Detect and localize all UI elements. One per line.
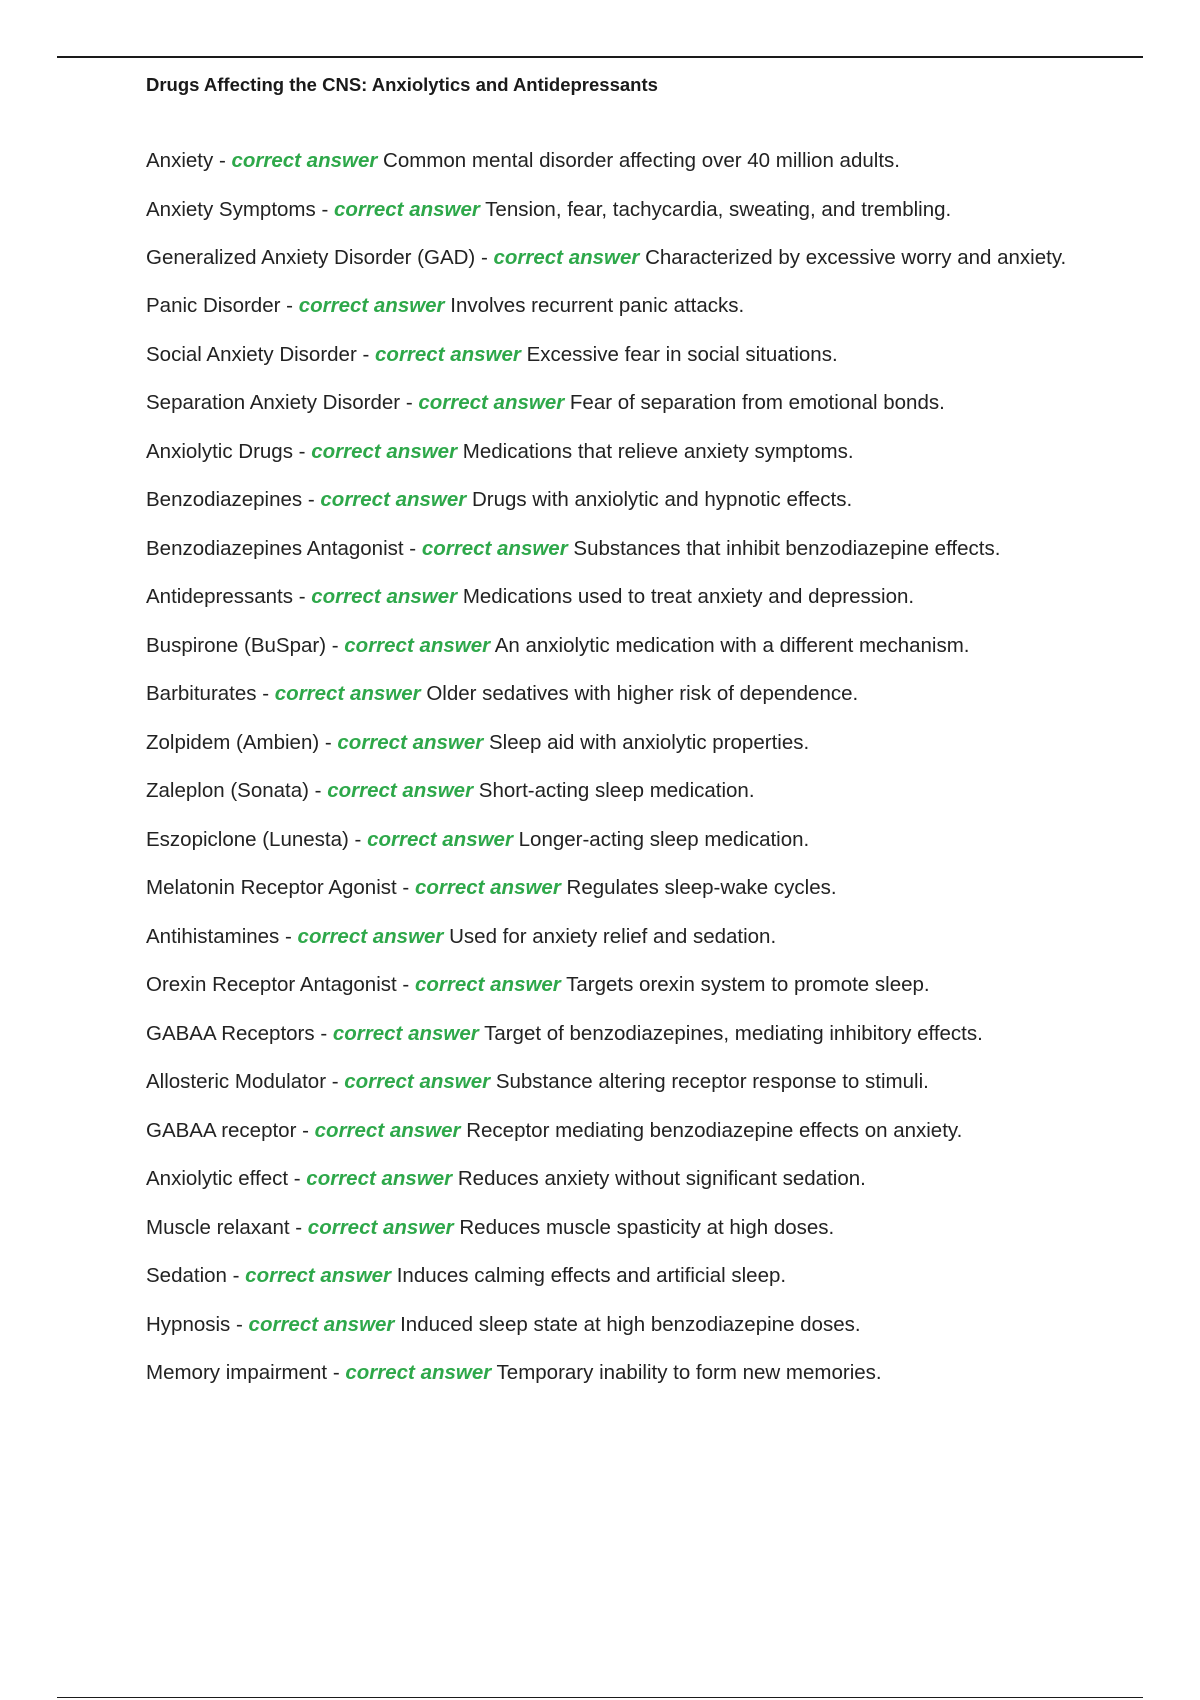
term: Benzodiazepines Antagonist	[146, 536, 404, 560]
definition: Sleep aid with anxiolytic properties.	[488, 730, 810, 754]
term: Antidepressants	[146, 585, 294, 608]
separator: -	[409, 536, 417, 560]
separator: -	[236, 1312, 243, 1336]
term: Orexin Receptor Antagonist	[146, 973, 397, 996]
separator: -	[293, 1167, 301, 1190]
correct-answer-marker: correct answer	[311, 585, 458, 608]
correct-answer-marker: correct answer	[344, 1070, 491, 1093]
term: Anxiety Symptoms	[146, 197, 316, 221]
separator: -	[298, 585, 306, 608]
definition: Target of benzodiazepines, mediating inhibitory effects.	[484, 1021, 983, 1045]
correct-answer-marker: correct answer	[414, 973, 561, 996]
list-item	[146, 387, 1086, 419]
term: Muscle relaxant	[146, 1215, 290, 1239]
separator: -	[307, 488, 315, 511]
correct-answer-marker: correct answer	[333, 197, 480, 221]
correct-answer-marker: correct answer	[306, 1167, 453, 1190]
separator: -	[302, 1118, 309, 1142]
correct-answer-marker: correct answer	[345, 1361, 492, 1384]
term: Zolpidem (Ambien)	[146, 730, 320, 754]
definition: Involves recurrent panic attacks.	[450, 294, 745, 317]
correct-answer-marker: correct answer	[344, 633, 491, 657]
separator: -	[480, 246, 488, 269]
list-item	[146, 145, 1086, 177]
definition: Reduces anxiety without significant sedation.	[457, 1167, 866, 1190]
separator: -	[320, 1021, 328, 1045]
separator: -	[362, 342, 370, 366]
separator: -	[295, 1215, 303, 1239]
separator: -	[285, 924, 292, 948]
list-item	[146, 339, 1086, 371]
definition: Receptor mediating benzodiazepine effects on anxiety.	[466, 1118, 963, 1142]
list-item	[146, 581, 1086, 613]
definition: Characterized by excessive worry and anxiety.	[645, 246, 1067, 269]
correct-answer-marker: correct answer	[314, 1118, 461, 1142]
list-item	[146, 1357, 1086, 1389]
list-item	[146, 1163, 1086, 1195]
separator: -	[218, 149, 226, 172]
definition: Substance altering receptor response to stimuli.	[495, 1070, 929, 1093]
separator: -	[354, 827, 362, 851]
correct-answer-marker: correct answer	[320, 488, 467, 511]
term: Buspirone (BuSpar)	[146, 633, 327, 657]
correct-answer-marker: correct answer	[332, 1021, 479, 1045]
correct-answer-marker: correct answer	[421, 536, 568, 560]
separator: -	[332, 1361, 340, 1384]
definition: Medications that relieve anxiety symptoms.	[462, 439, 854, 463]
list-item	[146, 1066, 1086, 1098]
page-title: Drugs Affecting the CNS: Anxiolytics and Antidepressants	[146, 74, 658, 95]
term: Memory impairment	[146, 1361, 328, 1384]
separator: -	[405, 391, 413, 414]
correct-answer-marker: correct answer	[337, 730, 484, 754]
correct-answer-marker: correct answer	[311, 439, 458, 463]
separator: -	[402, 973, 410, 996]
term: Eszopiclone (Lunesta)	[146, 827, 349, 851]
definition: An anxiolytic medication with a different mechanism.	[494, 633, 970, 657]
list-item	[146, 775, 1086, 807]
term: Hypnosis	[146, 1312, 231, 1336]
definition: Temporary inability to form new memories.	[496, 1361, 882, 1384]
separator: -	[286, 294, 293, 317]
term: Zaleplon (Sonata)	[146, 779, 309, 802]
correct-answer-marker: correct answer	[245, 1264, 392, 1287]
list-item	[146, 1115, 1086, 1147]
list-item	[146, 484, 1086, 516]
term: Anxiolytic Drugs	[146, 439, 293, 463]
list-item	[146, 824, 1086, 856]
correct-answer-marker: correct answer	[414, 876, 561, 899]
term: Generalized Anxiety Disorder (GAD)	[146, 246, 476, 269]
separator: -	[324, 730, 332, 754]
correct-answer-marker: correct answer	[418, 391, 565, 414]
correct-answer-marker: correct answer	[297, 924, 444, 948]
bottom-rule	[57, 1697, 1143, 1698]
definition: Regulates sleep-wake cycles.	[566, 876, 837, 899]
correct-answer-marker: correct answer	[375, 342, 521, 366]
separator: -	[331, 633, 339, 657]
term: Melatonin Receptor Agonist	[146, 876, 397, 899]
definition: Medications used to treat anxiety and depression.	[462, 585, 915, 608]
list-item	[146, 242, 1086, 274]
list-item	[146, 1260, 1086, 1292]
correct-answer-marker: correct answer	[307, 1215, 454, 1239]
term: Separation Anxiety Disorder	[146, 391, 401, 414]
correct-answer-marker: correct answer	[327, 779, 474, 802]
definition: Targets orexin system to promote sleep.	[566, 973, 930, 996]
list-item	[146, 1018, 1086, 1050]
definition: Longer-acting sleep medication.	[518, 827, 810, 851]
list-item	[146, 630, 1086, 662]
separator: -	[321, 197, 329, 221]
top-rule	[57, 56, 1143, 58]
definition: Induces calming effects and artificial sleep.	[396, 1264, 787, 1287]
definition: Excessive fear in social situations.	[526, 342, 838, 366]
term: Social Anxiety Disorder	[146, 342, 357, 366]
list-item	[146, 436, 1086, 468]
separator: -	[314, 779, 322, 802]
list-item	[146, 1309, 1086, 1341]
list-item	[146, 678, 1086, 710]
definition: Substances that inhibit benzodiazepine effects.	[573, 536, 1001, 560]
separator: -	[232, 1264, 240, 1287]
list-item	[146, 533, 1086, 565]
term: Anxiolytic effect	[146, 1167, 289, 1190]
term: Antihistamines	[146, 924, 280, 948]
correct-answer-marker: correct answer	[367, 827, 513, 851]
term: Panic Disorder	[146, 294, 281, 317]
list-item	[146, 921, 1086, 953]
definition: Used for anxiety relief and sedation.	[449, 924, 777, 948]
term: Benzodiazepines	[146, 488, 303, 511]
list-item	[146, 290, 1086, 322]
term: GABAA receptor	[146, 1118, 297, 1142]
separator: -	[402, 876, 410, 899]
definition: Short-acting sleep medication.	[478, 779, 755, 802]
correct-answer-marker: correct answer	[231, 149, 378, 172]
list-item	[146, 969, 1086, 1001]
definition: Reduces muscle spasticity at high doses.	[459, 1215, 835, 1239]
separator: -	[262, 682, 270, 705]
list-item	[146, 1212, 1086, 1244]
definition: Drugs with anxiolytic and hypnotic effects.	[471, 488, 853, 511]
correct-answer-marker: correct answer	[248, 1312, 395, 1336]
correct-answer-marker: correct answer	[274, 682, 421, 705]
correct-answer-marker: correct answer	[298, 294, 445, 317]
separator: -	[331, 1070, 339, 1093]
list-item	[146, 194, 1086, 226]
definition: Common mental disorder affecting over 40 million adults.	[383, 149, 900, 172]
list-item	[146, 872, 1086, 904]
correct-answer-marker: correct answer	[493, 246, 640, 269]
term: GABAA Receptors	[146, 1021, 315, 1045]
definition: Induced sleep state at high benzodiazepine doses.	[400, 1312, 861, 1336]
definition: Fear of separation from emotional bonds.	[569, 391, 945, 414]
list-item	[146, 727, 1086, 759]
term: Sedation	[146, 1264, 227, 1287]
definition: Older sedatives with higher risk of dependence.	[426, 682, 859, 705]
term: Barbiturates	[146, 682, 257, 705]
term: Allosteric Modulator	[146, 1070, 327, 1093]
term: Anxiety	[146, 149, 214, 172]
separator: -	[298, 439, 306, 463]
definition: Tension, fear, tachycardia, sweating, and trembling.	[485, 197, 952, 221]
flashcard-list	[146, 145, 1086, 1406]
